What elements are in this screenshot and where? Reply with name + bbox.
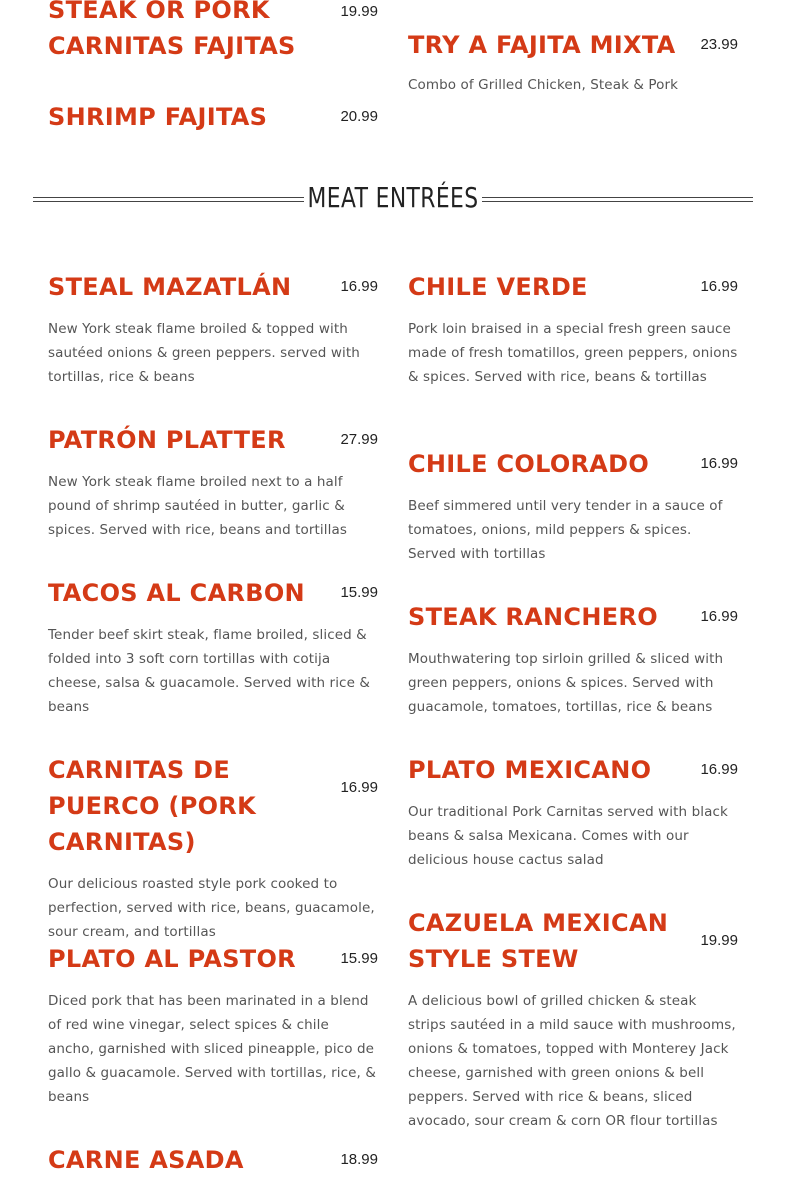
item-price: 27.99 bbox=[340, 431, 378, 448]
item-description: Our delicious roasted style pork cooked to perfection, served with rice, beans, guacamole, sour cream, and tortillas bbox=[48, 876, 375, 940]
item-name: CHILE VERDE bbox=[408, 273, 588, 301]
item-description: Pork loin braised in a special fresh green sauce made of fresh tomatillos, green peppers, onions & spices. Served with rice, beans & tortillas bbox=[408, 321, 738, 385]
item-price: 20.99 bbox=[340, 108, 378, 125]
menu-item-carne-asada bbox=[48, 1142, 378, 1178]
item-name: STEAL MAZATLÁN bbox=[48, 273, 292, 301]
item-price: 16.99 bbox=[340, 779, 378, 796]
item-description: New York steak flame broiled & topped with sautéed onions & green peppers. served with tortillas, rice & beans bbox=[48, 321, 360, 385]
header-rule-right bbox=[482, 197, 753, 202]
item-price: 16.99 bbox=[700, 761, 738, 778]
item-name: PLATO MEXICANO bbox=[408, 756, 652, 784]
menu-item-steal-mazatlan bbox=[48, 269, 378, 389]
item-name: CAZUELA MEXICAN STYLE STEW bbox=[408, 909, 669, 973]
item-description: Mouthwatering top sirloin grilled & sliced with green peppers, onions & spices. Served with guacamole, tomatoes, tortillas, rice & beans bbox=[408, 651, 724, 715]
menu-item-chile-colorado bbox=[408, 446, 738, 566]
item-price: 18.99 bbox=[340, 1151, 378, 1168]
item-description: New York steak flame broiled next to a half pound of shrimp sautéed in butter, garlic & spices. Served with rice, beans and tortillas bbox=[48, 474, 347, 538]
menu-item-steak-ranchero bbox=[408, 599, 738, 719]
item-price: 19.99 bbox=[700, 932, 738, 949]
item-name: TRY A FAJITA MIXTA bbox=[408, 31, 676, 59]
item-name: TACOS AL CARBON bbox=[48, 579, 305, 607]
menu-item-shrimp-fajitas bbox=[48, 99, 378, 135]
section-header bbox=[33, 178, 753, 222]
item-name: SHRIMP FAJITAS bbox=[48, 103, 268, 131]
item-description: Beef simmered until very tender in a sauce of tomatoes, onions, mild peppers & spices. Served with tortillas bbox=[408, 498, 723, 562]
item-price: 15.99 bbox=[340, 950, 378, 967]
item-name: CARNITAS DE PUERCO (PORK CARNITAS) bbox=[48, 756, 256, 856]
menu-item-cazuela-mexican-style-stew bbox=[408, 905, 738, 1133]
item-price: 16.99 bbox=[700, 455, 738, 472]
section-title: MEAT ENTRÉES bbox=[307, 181, 479, 214]
item-price: 16.99 bbox=[340, 278, 378, 295]
menu-item-chile-verde bbox=[408, 269, 738, 389]
item-price: 23.99 bbox=[700, 36, 738, 53]
item-price: 16.99 bbox=[700, 278, 738, 295]
item-price: 15.99 bbox=[340, 584, 378, 601]
menu-item-patron-platter bbox=[48, 422, 378, 542]
item-name: CARNE ASADA bbox=[48, 1146, 244, 1174]
menu-item-plato-al-pastor bbox=[48, 941, 378, 1109]
item-description: Tender beef skirt steak, flame broiled, sliced & folded into 3 soft corn tortillas with cotija cheese, salsa & guacamole. Served with rice & beans bbox=[48, 627, 370, 715]
item-description: Our traditional Pork Carnitas served with black beans & salsa Mexicana. Comes with our delicious house cactus salad bbox=[408, 804, 728, 868]
item-name: PATRÓN PLATTER bbox=[48, 426, 286, 454]
menu-item-steak-or-pork-carnitas-fajitas bbox=[48, 0, 378, 64]
item-price: 16.99 bbox=[700, 608, 738, 625]
item-description: Diced pork that has been marinated in a blend of red wine vinegar, select spices & chile ancho, garnished with sliced pineapple, pico de gallo & guacamole. Served with tortillas, rice, & beans bbox=[48, 993, 376, 1105]
item-price: 19.99 bbox=[340, 3, 378, 20]
menu-item-fajita-mixta bbox=[408, 27, 738, 97]
item-name: STEAK RANCHERO bbox=[408, 603, 658, 631]
menu-item-carnitas-de-puerco bbox=[48, 752, 378, 944]
menu-item-tacos-al-carbon bbox=[48, 575, 378, 719]
item-name: STEAK OR PORK CARNITAS FAJITAS bbox=[48, 0, 296, 60]
menu-item-plato-mexicano bbox=[408, 752, 738, 872]
item-description: Combo of Grilled Chicken, Steak & Pork bbox=[408, 77, 679, 93]
item-name: PLATO AL PASTOR bbox=[48, 945, 296, 973]
item-name: CHILE COLORADO bbox=[408, 450, 650, 478]
item-description: A delicious bowl of grilled chicken & steak strips sautéed in a mild sauce with mushrooms, onions & tomatoes, topped with Monterey Jack cheese, garnished with green onions & bell peppers. Served with rice & beans, sliced avocado, sour cream & corn OR flour tortillas bbox=[408, 993, 736, 1129]
